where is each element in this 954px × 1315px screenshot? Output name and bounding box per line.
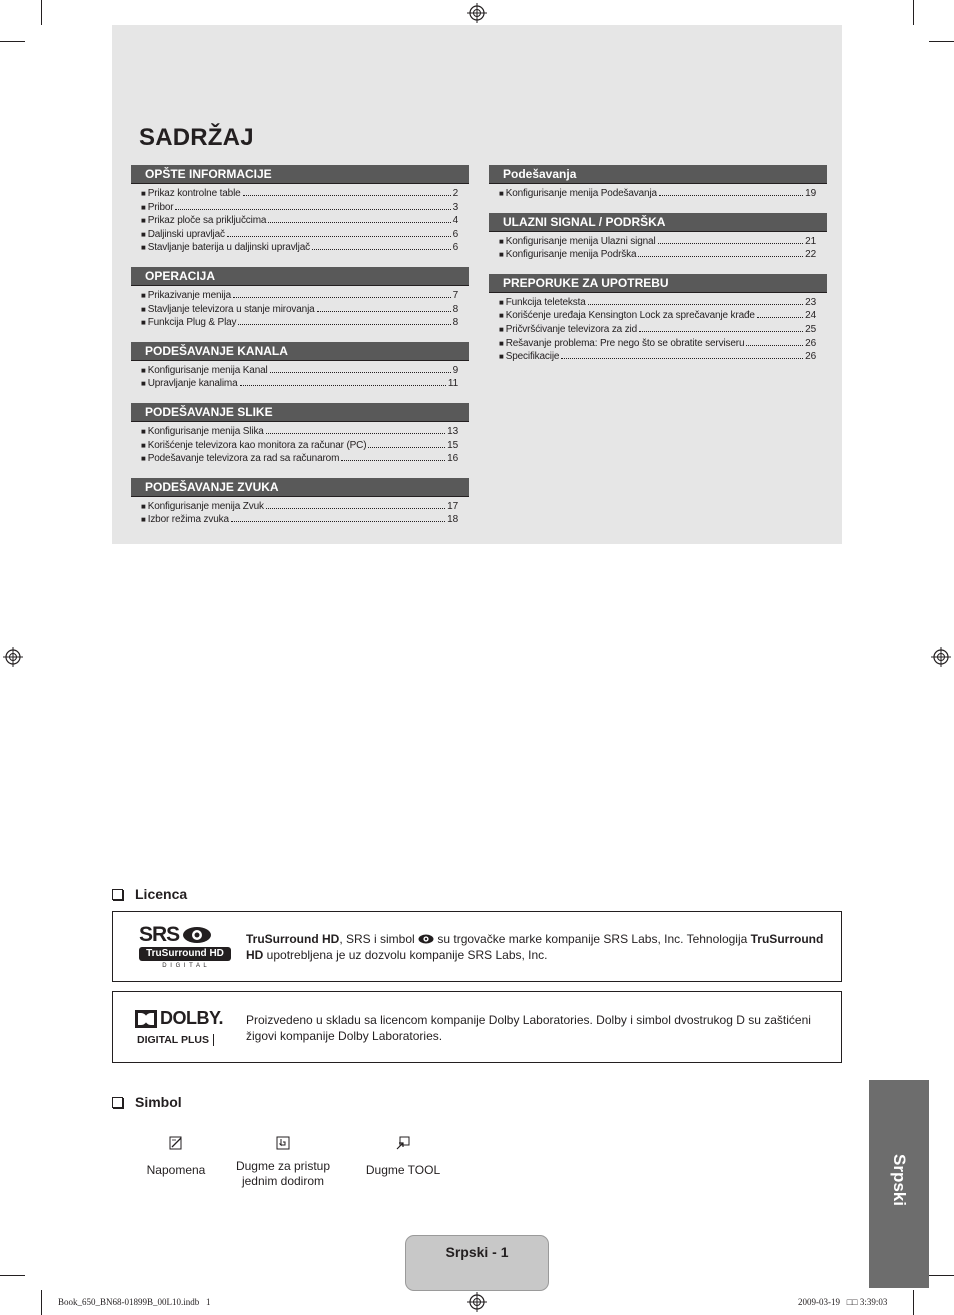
symbol-heading [112, 1094, 182, 1110]
toc-entry[interactable] [131, 452, 469, 466]
toc-section [131, 478, 469, 527]
dot-leader [658, 243, 804, 244]
toc-entry[interactable] [489, 350, 827, 364]
square-bullet-icon: ■ [141, 440, 146, 450]
toc-entry-label: Prikaz ploče sa priključcima [147, 215, 267, 227]
square-bullet-icon: ■ [499, 297, 504, 307]
print-footer-left: Book_650_BN68-01899B_00L10.indb 1 [58, 1297, 211, 1307]
toc-entry-page: 19 [805, 188, 816, 199]
srs-inline-symbol-icon [418, 934, 434, 944]
toc-entry-page: 22 [805, 249, 816, 261]
srs-text-part: su trgovačke marke kompanije SRS Labs, Inc. Tehnologija [434, 932, 751, 946]
toc-entry-label: Korišćenje televizora kao monitora za računar (PC) [147, 439, 367, 451]
toc-entry[interactable] [131, 377, 469, 391]
toc-entry-page: 6 [452, 242, 458, 254]
language-side-tab [869, 1080, 929, 1288]
toc-entry[interactable] [131, 241, 469, 255]
toc-entry-page: 13 [447, 425, 458, 437]
toc-entry[interactable] [131, 187, 469, 201]
toc-entry-page: 26 [805, 337, 816, 349]
toc-section-heading: Podešavanja [489, 165, 827, 184]
square-bullet-icon: ■ [499, 236, 504, 246]
toc-entry-page: 26 [805, 351, 816, 363]
toc-entry-label: Prikaz kontrolne table [147, 188, 241, 199]
toc-section [131, 342, 469, 391]
dolby-licence-box [112, 991, 842, 1063]
square-bullet-icon: ■ [499, 338, 504, 348]
toc-entry[interactable] [489, 337, 827, 351]
toc-entry-page: 21 [805, 235, 816, 247]
toc-entry[interactable] [131, 303, 469, 317]
registration-mark-icon [3, 647, 23, 667]
srs-brand-name: TruSurround HD [246, 932, 340, 946]
toc-section-heading: PODEŠAVANJE SLIKE [131, 403, 469, 422]
licence-heading-label: Licenca [135, 886, 188, 902]
square-bullet-icon: ■ [141, 501, 146, 511]
square-bullet-icon: ■ [499, 311, 504, 321]
srs-logo-text: SRS [139, 923, 180, 946]
toc-section-heading: ULAZNI SIGNAL / PODRŠKA [489, 213, 827, 232]
toc-entry-page: 17 [447, 500, 458, 512]
toc-section-heading: PODEŠAVANJE KANALA [131, 342, 469, 361]
page-number: Srpski - 1 [445, 1244, 509, 1260]
dot-leader [270, 372, 451, 373]
crop-mark [41, 0, 42, 25]
toc-entry-page: 3 [452, 201, 458, 213]
toc-entry-page: 24 [805, 310, 816, 322]
toc-entry-label: Funkcija Plug & Play [147, 317, 237, 329]
dot-leader [238, 324, 450, 325]
square-bullet-icon: ■ [141, 229, 146, 239]
toc-entry-label: Konfigurisanje menija Zvuk [147, 500, 264, 512]
toc-section-heading: PREPORUKE ZA UPOTREBU [489, 274, 827, 293]
toc-entry-label: Upravljanje kanalima [147, 378, 238, 390]
toc-entry[interactable] [131, 364, 469, 378]
symbol-heading-label: Simbol [135, 1094, 182, 1110]
toc-section [131, 165, 469, 255]
square-bullet-icon: ■ [141, 515, 146, 525]
crop-mark [929, 1275, 954, 1276]
srs-brand-name: TruSurround HD [246, 932, 824, 962]
toc-entry-page: 15 [447, 439, 458, 451]
toc-entry-label: Konfigurisanje menija Podrška [505, 249, 637, 261]
toc-entry-page: 23 [805, 296, 816, 308]
checkbox-square-icon [112, 1097, 123, 1108]
srs-symbol-icon [182, 926, 212, 944]
dot-leader [240, 385, 446, 386]
toc-entry[interactable] [489, 235, 827, 249]
toc-entry-label: Korišćenje uređaja Kensington Lock za sprečavanje krađe [505, 310, 755, 322]
square-bullet-icon: ■ [141, 365, 146, 375]
toc-section-heading: OPŠTE INFORMACIJE [131, 165, 469, 184]
toc-entry[interactable] [131, 425, 469, 439]
toc-entry-label: Stavljanje televizora u stanje mirovanja [147, 303, 315, 315]
crop-mark [913, 1290, 914, 1315]
crop-mark [41, 1290, 42, 1315]
square-bullet-icon: ■ [499, 250, 504, 260]
toc-entry-page: 25 [805, 323, 816, 335]
dot-leader [233, 297, 451, 298]
symbol-label: Napomena [146, 1163, 206, 1177]
symbol-label: Dugme TOOL [365, 1163, 441, 1177]
srs-text-part: upotrebljena je uz dozvolu kompanije SRS Labs, Inc. [263, 948, 548, 962]
toc-entry[interactable] [489, 187, 827, 201]
srs-licence-box [112, 911, 842, 982]
square-bullet-icon: ■ [141, 243, 146, 253]
toc-entry-label: Konfigurisanje menija Podešavanja [505, 188, 657, 199]
toc-entry-page: 16 [447, 453, 458, 465]
toc-section-heading: PODEŠAVANJE ZVUKA [131, 478, 469, 497]
dot-leader [175, 209, 450, 210]
toc-entry[interactable] [131, 214, 469, 228]
dot-leader [266, 508, 445, 509]
square-bullet-icon: ■ [141, 379, 146, 389]
note-icon [169, 1136, 183, 1150]
toc-entry-page: 7 [452, 289, 458, 301]
dot-leader [588, 304, 804, 305]
dot-leader [243, 195, 451, 196]
srs-logo-subtitle: TruSurround HD [139, 947, 231, 961]
tool-icon [396, 1136, 410, 1150]
dot-leader [227, 236, 451, 237]
toc-entry-label: Funkcija teleteksta [505, 296, 586, 308]
toc-section [489, 213, 827, 262]
registration-mark-icon [467, 3, 487, 23]
toc-entry-page: 8 [452, 317, 458, 329]
toc-entry-label: Stavljanje baterija u daljinski upravljač [147, 242, 310, 254]
dot-leader [268, 222, 450, 223]
toc-entry[interactable] [131, 289, 469, 303]
toc-entry-page: 18 [447, 514, 458, 526]
toc-entry-label: Specifikacije [505, 351, 560, 363]
toc-section [489, 165, 827, 201]
symbol-label: Dugme za pristup jednim dodirom [235, 1159, 331, 1188]
symbol-one-touch [226, 1136, 340, 1189]
toc-entry-label: Konfigurisanje menija Kanal [147, 364, 268, 376]
square-bullet-icon: ■ [499, 324, 504, 334]
dot-leader [561, 358, 803, 359]
square-bullet-icon: ■ [499, 352, 504, 362]
licence-heading [112, 886, 187, 902]
registration-mark-icon [467, 1292, 487, 1312]
square-bullet-icon: ■ [141, 290, 146, 300]
toc-entry-page: 6 [452, 228, 458, 240]
toc-entry-label: Konfigurisanje menija Ulazni signal [505, 235, 656, 247]
toc-entry-label: Podešavanje televizora za rad sa računarom [147, 453, 340, 465]
crop-mark [0, 41, 25, 42]
toc-entry[interactable] [489, 309, 827, 323]
crop-mark [929, 41, 954, 42]
crop-mark [913, 0, 914, 25]
dot-leader [266, 433, 445, 434]
toc-column-left [131, 165, 469, 539]
toc-entry-label: Izbor režima zvuka [147, 514, 229, 526]
srs-logo-digital: D I G I T A L [162, 963, 208, 969]
square-bullet-icon: ■ [141, 454, 146, 464]
toc-entry-label: Pričvršćivanje televizora za zid [505, 323, 638, 335]
toc-entry-page: 8 [452, 303, 458, 315]
page-title: SADRŽAJ [139, 124, 254, 151]
toc-section [131, 403, 469, 466]
checkbox-square-icon [112, 889, 123, 900]
toc-section [131, 267, 469, 330]
toc-entry[interactable] [489, 248, 827, 262]
square-bullet-icon: ■ [499, 189, 504, 198]
registration-mark-icon [931, 647, 951, 667]
toc-entry[interactable] [131, 439, 469, 453]
toc-entry-page: 2 [452, 188, 458, 199]
dot-leader [638, 256, 803, 257]
dot-leader [639, 331, 803, 332]
toc-entry[interactable] [489, 323, 827, 337]
toc-entry-label: Konfigurisanje menija Slika [147, 425, 264, 437]
toc-entry-label: Daljinski upravljač [147, 228, 225, 240]
toc-entry[interactable] [131, 201, 469, 215]
toc-entry-page: 9 [452, 364, 458, 376]
page-number-tab [405, 1235, 549, 1291]
dot-leader [746, 345, 803, 346]
square-bullet-icon: ■ [141, 189, 146, 198]
toc-section [489, 274, 827, 364]
crop-mark [0, 1275, 25, 1276]
dot-leader [341, 460, 445, 461]
language-side-label: Srpski [890, 1154, 909, 1206]
dolby-digital-plus-logo [135, 1008, 233, 1046]
dolby-logo-text: DOLBY. [160, 1008, 224, 1028]
dolby-logo-subtitle: DIGITAL PLUS [135, 1034, 214, 1046]
srs-trusurround-logo [139, 925, 231, 969]
toc-entry-page: 4 [452, 215, 458, 227]
toc-entry[interactable] [131, 500, 469, 514]
square-bullet-icon: ■ [141, 216, 146, 226]
square-bullet-icon: ■ [141, 426, 146, 436]
print-footer-right: 2009-03-19 □□ 3:39:03 [798, 1297, 888, 1307]
toc-entry-label: Prikazivanje menija [147, 289, 231, 301]
dolby-double-d-icon [135, 1010, 157, 1028]
toc-entry[interactable] [131, 228, 469, 242]
srs-licence-text [246, 931, 835, 963]
srs-text-part: , SRS i simbol [339, 932, 419, 946]
toc-entry[interactable] [131, 316, 469, 330]
symbol-note [131, 1136, 221, 1178]
square-bullet-icon: ■ [141, 202, 146, 212]
dot-leader [368, 447, 445, 448]
square-bullet-icon: ■ [141, 304, 146, 314]
toc-entry[interactable] [131, 513, 469, 527]
toc-entry-label: Rešavanje problema: Pre nego što se obratite serviseru [505, 337, 745, 349]
dot-leader [659, 195, 803, 196]
toc-entry[interactable] [489, 296, 827, 310]
dolby-licence-text: Proizvedeno u skladu sa licencom kompanije Dolby Laboratories. Dolby i simbol dvostrukog D su zaštićeni žigovi kompanije Dolby Laboratories. [246, 1013, 811, 1043]
square-bullet-icon: ■ [141, 318, 146, 328]
dot-leader [312, 249, 451, 250]
toc-column-right [489, 165, 827, 376]
dot-leader [757, 317, 803, 318]
dot-leader [317, 311, 451, 312]
symbol-tool [358, 1136, 448, 1178]
toc-section-heading: OPERACIJA [131, 267, 469, 286]
toc-entry-page: 11 [447, 378, 458, 390]
one-touch-icon [276, 1136, 290, 1150]
dot-leader [231, 521, 445, 522]
toc-entry-label: Pribor [147, 201, 174, 213]
